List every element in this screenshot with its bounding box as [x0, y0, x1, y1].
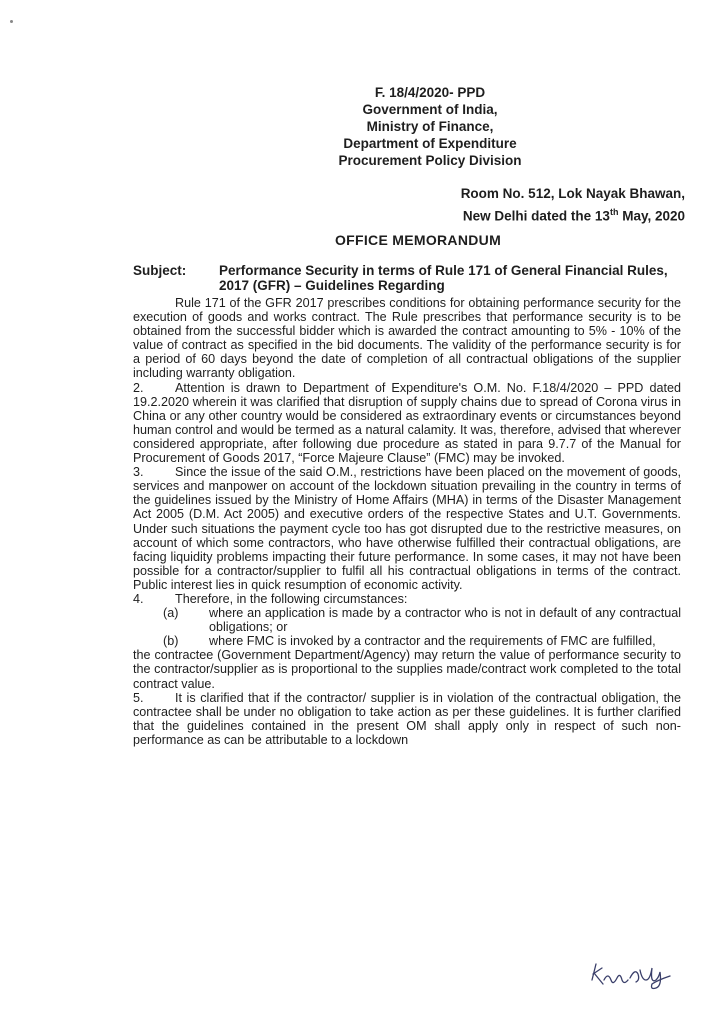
paragraph-1: Rule 171 of the GFR 2017 prescribes conditions for obtaining performance security for the execution of goods and works contract. The Rule prescribes that performance security is to be obtained from the successful bidder which is awarded the contract amounting to 5% - 10% of the value of contract as specified in the bid documents. The validity of the performance security is for a period of 60 days beyond the date of completion of all contractual obligations of the supplier including warranty obligation.: [133, 296, 681, 381]
subject-text: Performance Security in terms of Rule 171 of General Financial Rules, 2017 (GFR) – Guidelines Regarding: [219, 263, 668, 293]
paragraph-4: [133, 592, 681, 606]
address-block: [365, 184, 685, 226]
paragraph-text: Since the issue of the said O.M., restrictions have been placed on the movement of goods, services and manpower on account of the lockdown situation prevailing in the country in terms of the guidelines issued by the Ministry of Home Affairs (MHA) in terms of the Disaster Management Act 2005 (D.M. Act 2005) and executive orders of the respective States and U.T. Governments. Under such situations the payment cycle too has got disrupted due to the restrictive measures, on account of which some contractors, who have otherwise fulfilled their contractual obligations, are facing liquidity problems impacting their future performance. In some cases, it may not have been possible for a contractor/supplier to fulfil all his contractual obligations in terms of the contract. Public interest lies in quick resumption of economic activity.: [133, 465, 681, 592]
paragraph-text: Attention is drawn to Department of Expenditure's O.M. No. F.18/4/2020 – PPD dated 19.2.2020 wherein it was clarified that disruption of supply chains due to spread of Corona virus in China or any other country would be considered as extraordinary events or circumstances beyond human control and would be termed as a natural calamity. It was, therefore, advised that wherever considered appropriate, after following due procedure as stated in para 9.7.7 of the Manual for Procurement of Goods 2017, “Force Majeure Clause” (FMC) may be invoked.: [133, 380, 681, 466]
government-name: Government of India,: [362, 102, 498, 117]
subject-label: Subject:: [133, 263, 187, 278]
date-month-year: May, 2020: [618, 208, 685, 224]
list-text: where an application is made by a contractor who is not in default of any contractual obligations; or: [209, 606, 681, 635]
division-name: Procurement Policy Division: [338, 153, 522, 168]
paragraph-3: [133, 465, 681, 592]
address-date: [365, 203, 685, 226]
paragraph-number: 2.: [133, 380, 144, 395]
paragraph-2: [133, 381, 681, 466]
file-number: F. 18/4/2020- PPD: [374, 85, 486, 100]
list-marker: (b): [163, 634, 179, 649]
ministry-name: Ministry of Finance,: [366, 119, 494, 134]
department-name: Department of Expenditure: [343, 136, 517, 151]
date-prefix: New Delhi dated the 13: [462, 208, 610, 224]
date-suffix: th: [609, 207, 619, 217]
paragraph-number: 3.: [133, 465, 144, 480]
list-item-a: [163, 606, 681, 634]
paragraph-number: 4.: [133, 591, 144, 606]
paragraph-text: It is clarified that if the contractor/ supplier is in violation of the contractual obligation, the contractee shall be under no obligation to take action as per these guidelines. It is further clarified that the guidelines contained in the present OM shall apply only in respect of such non-performance as can be attributable to a lockdown: [133, 690, 681, 747]
paragraph-text: Therefore, in the following circumstances:: [175, 591, 408, 606]
paragraph-4-continued: the contractee (Government Department/Agency) may return the value of performance security to the contractor/supplier as is proportional to the supplies made/contract work completed to the total contract value.: [133, 648, 681, 691]
letterhead: [300, 84, 560, 169]
scan-speck: [10, 20, 13, 23]
paragraph-number: 5.: [133, 690, 144, 705]
address-room: Room No. 512, Lok Nayak Bhawan,: [460, 186, 685, 201]
list-item-b: [163, 634, 681, 648]
memo-title: OFFICE MEMORANDUM: [334, 232, 502, 248]
paragraph-5: [133, 691, 681, 747]
subject-block: [133, 263, 683, 293]
handwritten-signature: [588, 958, 698, 994]
list-text: where FMC is invoked by a contractor and the requirements of FMC are fulfilled,: [209, 634, 656, 649]
memo-body: [133, 296, 681, 747]
list-marker: (a): [163, 606, 179, 621]
